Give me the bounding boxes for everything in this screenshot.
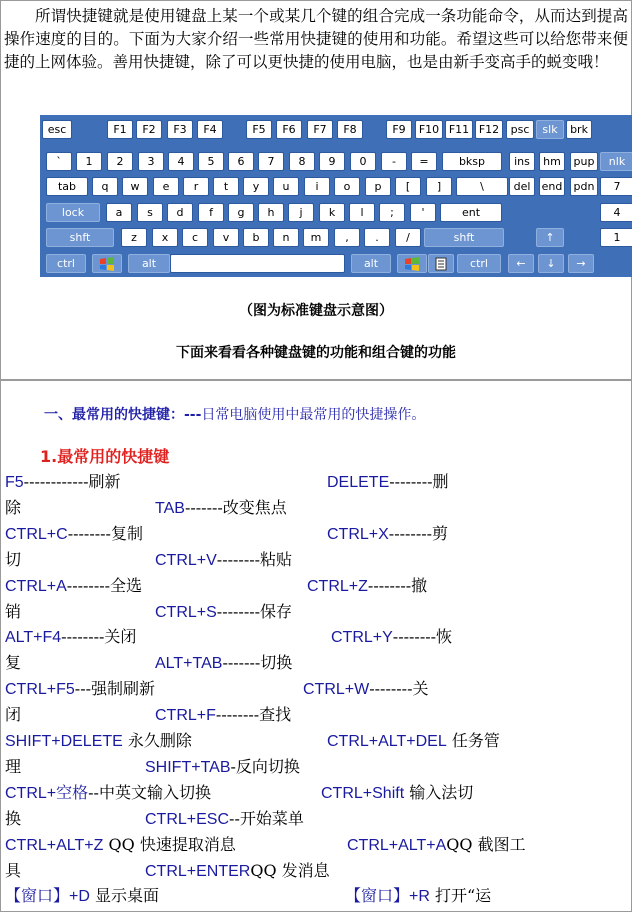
key-u-r3: u: [273, 177, 299, 196]
key-shft-r5-11: shft: [424, 228, 504, 247]
key-ctrl-r6-3: ctrl: [457, 254, 501, 273]
shortcut-key: CTRL+Z: [307, 578, 368, 595]
shortcut-desc: ---强制刷新: [74, 679, 156, 698]
key-7-r3: 7: [600, 177, 632, 196]
shortcut-item: [5, 573, 142, 596]
shortcut-key: CTRL+X: [327, 526, 389, 543]
key-4-r2: 4: [168, 152, 194, 171]
key-f7: F7: [307, 120, 333, 139]
key-f9: F9: [386, 120, 412, 139]
keyboard-diagram: [40, 115, 632, 277]
key-l-r4: l: [349, 203, 375, 222]
continuation-text: 复: [5, 653, 22, 672]
shortcut-item: [155, 495, 287, 518]
section-dash: ---: [184, 407, 202, 423]
shortcut-desc: --------撤: [367, 576, 428, 595]
shortcut-item: [145, 806, 304, 829]
shortcut-key: DELETE: [327, 474, 390, 491]
shortcut-key: CTRL+C: [5, 526, 68, 543]
key-2c-r5-8: ,: [334, 228, 360, 247]
key-f11: F11: [445, 120, 473, 139]
continuation-text: 销: [5, 602, 22, 621]
shortcut-key: ALT+F4: [5, 629, 62, 646]
shortcut-item: [5, 676, 155, 699]
key-5b-r3: [: [395, 177, 421, 196]
section-title: 最常用的快捷键：: [72, 407, 184, 423]
key-m-r5-7: m: [303, 228, 329, 247]
shortcut-desc: --------粘贴: [216, 550, 293, 569]
key-hm-r2: hm: [539, 152, 565, 171]
key-e28690-r6-4: ←: [508, 254, 534, 273]
key-f3: F3: [167, 120, 193, 139]
shortcut-desc: 任务管: [446, 731, 500, 750]
key-f1: F1: [107, 120, 133, 139]
key-3d-r2: =: [411, 152, 437, 171]
shortcut-item: [5, 780, 211, 803]
shortcut-key: CTRL+Y: [331, 629, 393, 646]
section-heading: [44, 404, 425, 424]
key-h-r4: h: [258, 203, 284, 222]
shortcut-desc: 显示桌面: [89, 886, 159, 905]
key-j-r4: j: [288, 203, 314, 222]
shortcut-desc: --------剪: [388, 524, 449, 543]
shortcut-desc: --------关闭: [61, 627, 137, 646]
key-alt-r6-2: alt: [351, 254, 391, 273]
key-v-r5-4: v: [213, 228, 239, 247]
key-2-r2: 2: [107, 152, 133, 171]
shortcut-item: [145, 754, 300, 777]
shortcut-item: [5, 624, 136, 647]
shortcut-key: TAB: [155, 500, 185, 517]
shortcut-item: [347, 832, 526, 855]
shortcut-key: CTRL+F: [155, 707, 216, 724]
shortcut-item: [5, 883, 159, 906]
key-5c-r3: \: [456, 177, 508, 196]
key-pdn-r3: pdn: [570, 177, 598, 196]
shortcut-desc: 输入法切: [404, 783, 474, 802]
key-x-r5-2: x: [152, 228, 178, 247]
line-continuation: [5, 547, 21, 570]
continuation-text: 闭: [5, 705, 22, 724]
key-r-r3: r: [183, 177, 209, 196]
subsection-heading: 1.最常用的快捷键: [40, 447, 170, 466]
key-nlk-r2: nlk: [600, 152, 632, 171]
menu-icon: [435, 257, 447, 271]
key-f4: F4: [197, 120, 223, 139]
section-intro: 下面来看看各种键盘键的功能和组合键的功能: [176, 345, 456, 361]
shortcut-item: [345, 883, 491, 906]
key-k-r4: k: [319, 203, 345, 222]
shortcut-key: CTRL+ALT+Z: [5, 837, 104, 854]
key-s-r4: s: [137, 203, 163, 222]
line-continuation: [5, 599, 21, 622]
key-pup-r2: pup: [570, 152, 598, 171]
shortcut-desc: QQ 快速提取消息: [103, 835, 236, 854]
shortcut-key: CTRL+Shift: [321, 785, 405, 802]
shortcut-key: SHIFT+DELETE: [5, 733, 123, 750]
key-e28693-r6-5: ↓: [538, 254, 564, 273]
windows-key-right: [397, 254, 427, 273]
shortcut-desc: -------切换: [222, 653, 293, 672]
key-t-r3: t: [213, 177, 239, 196]
key-lock-r4: lock: [46, 203, 100, 222]
shortcut-item: [303, 676, 429, 699]
line-continuation: [5, 858, 21, 881]
key-f-r4: f: [198, 203, 224, 222]
windows-logo-icon: [404, 257, 420, 271]
section-number: 一、: [44, 407, 72, 423]
key-f8: F8: [337, 120, 363, 139]
shortcut-item: [5, 469, 121, 492]
key-3b-r4: ;: [379, 203, 405, 222]
key-o-r3: o: [334, 177, 360, 196]
shortcut-desc: --中英文输入切换: [88, 783, 211, 802]
key-f6: F6: [276, 120, 302, 139]
shortcut-desc: --------复制: [67, 524, 143, 543]
key-end-r3: end: [539, 177, 565, 196]
key-z-r5-1: z: [121, 228, 147, 247]
shortcut-item: [321, 780, 473, 803]
shortcut-key: 【窗口】+D: [5, 888, 90, 905]
key-5-r2: 5: [198, 152, 224, 171]
shortcut-key: SHIFT+TAB: [145, 759, 231, 776]
key-8-r2: 8: [289, 152, 315, 171]
shortcut-item: [155, 547, 292, 570]
continuation-text: 除: [5, 498, 22, 517]
key-p-r3: p: [365, 177, 391, 196]
key-c-r5-3: c: [182, 228, 208, 247]
shortcut-item: [307, 573, 427, 596]
shortcut-key: CTRL+V: [155, 552, 217, 569]
shortcut-item: [327, 521, 448, 544]
key-3-r2: 3: [138, 152, 164, 171]
key-psc: psc: [506, 120, 534, 139]
shortcut-item: [331, 624, 452, 647]
keyboard-caption: （图为标准键盘示意图）: [239, 303, 393, 319]
key-esc: esc: [42, 120, 72, 139]
shortcut-item: [5, 728, 192, 751]
line-continuation: [5, 754, 21, 777]
key-e28691-r5-12: ↑: [536, 228, 564, 247]
key-g-r4: g: [228, 203, 254, 222]
shortcut-desc: --------关: [369, 679, 429, 698]
shortcut-desc: --------查找: [215, 705, 292, 724]
key-del-r3: del: [509, 177, 535, 196]
shortcut-key: CTRL+ALT+DEL: [327, 733, 447, 750]
shortcut-key: CTRL+空格: [5, 785, 89, 802]
shortcut-key: CTRL+ESC: [145, 811, 230, 828]
key-6-r2: 6: [228, 152, 254, 171]
key-a-r4: a: [106, 203, 132, 222]
shortcut-key: CTRL+S: [155, 604, 217, 621]
menu-key: [428, 254, 454, 273]
key-0-r2: 0: [350, 152, 376, 171]
key-y-r3: y: [243, 177, 269, 196]
shortcut-item: [155, 702, 291, 725]
key-7-r2: 7: [258, 152, 284, 171]
key-e28692-r6-6: →: [568, 254, 594, 273]
key-1-r2: 1: [76, 152, 102, 171]
key-60-r2: `: [46, 152, 72, 171]
shortcut-desc: -反向切换: [230, 757, 300, 776]
key-n-r5-6: n: [273, 228, 299, 247]
windows-logo-icon: [99, 257, 115, 271]
shortcut-key: 【窗口】+R: [345, 888, 430, 905]
shortcut-desc: ------------刷新: [23, 472, 121, 491]
key-4-r4: 4: [600, 203, 632, 222]
shortcut-desc: --------恢: [392, 627, 453, 646]
key-9-r2: 9: [319, 152, 345, 171]
key-i-r3: i: [304, 177, 330, 196]
key-ctrl-r6-0: ctrl: [46, 254, 86, 273]
shortcut-desc: --开始菜单: [229, 809, 304, 828]
shortcut-key: CTRL+A: [5, 578, 67, 595]
key-alt-r6-1: alt: [128, 254, 170, 273]
key-1-r5-13: 1: [600, 228, 632, 247]
section-desc: 日常电脑使用中最常用的快捷操作。: [201, 407, 426, 423]
key-ent-r4: ent: [440, 203, 502, 222]
key-slk: slk: [536, 120, 564, 139]
line-continuation: [5, 495, 21, 518]
shortcut-key: CTRL+ALT+A: [347, 837, 447, 854]
shortcut-item: [5, 832, 236, 855]
shortcut-desc: QQ 截图工: [446, 835, 526, 854]
key-w-r3: w: [122, 177, 148, 196]
key-bksp-r2: bksp: [442, 152, 502, 171]
key-f12: F12: [475, 120, 503, 139]
shortcut-key: ALT+TAB: [155, 655, 223, 672]
shortcut-key: CTRL+F5: [5, 681, 75, 698]
shortcut-desc: 打开“运: [429, 886, 492, 905]
line-continuation: [5, 702, 21, 725]
key-b-r5-5: b: [243, 228, 269, 247]
shortcut-desc: --------全选: [66, 576, 143, 595]
key-shft-r5-0: shft: [46, 228, 114, 247]
key-f5: F5: [246, 120, 272, 139]
key-f10: F10: [415, 120, 443, 139]
shortcut-desc: --------删: [389, 472, 449, 491]
key-e-r3: e: [153, 177, 179, 196]
shortcut-key: CTRL+ENTER: [145, 863, 251, 880]
shortcut-item: [155, 599, 292, 622]
shortcut-desc: 永久删除: [122, 731, 192, 750]
key-5d-r3: ]: [426, 177, 452, 196]
key-f2: F2: [136, 120, 162, 139]
spacebar-key: [170, 254, 345, 273]
shortcut-key: CTRL+W: [303, 681, 370, 698]
shortcut-item: [327, 728, 500, 751]
key-2f-r5-10: /: [395, 228, 421, 247]
continuation-text: 换: [5, 809, 22, 828]
key-ins-r2: ins: [509, 152, 535, 171]
line-continuation: [5, 806, 21, 829]
shortcut-item: [155, 650, 292, 673]
key-.-r5-9: .: [364, 228, 390, 247]
key-brk: brk: [566, 120, 592, 139]
intro-paragraph: 所谓快捷键就是使用键盘上某一个或某几个键的组合完成一条功能命令，从而达到提高操作速度的目的。下面为大家介绍一些常用快捷键的使用和功能。希望这些可以给您带来便捷的上网体验。善用快捷键，除了可以更快捷的使用电脑，也是由新手变高手的蜕变哦！: [4, 7, 628, 71]
shortcut-desc: --------保存: [216, 602, 293, 621]
key-d-r4: d: [167, 203, 193, 222]
key-tab-r3: tab: [46, 177, 88, 196]
shortcut-item: [327, 469, 449, 492]
key-'-r4: ': [410, 203, 436, 222]
shortcut-desc: -------改变焦点: [184, 498, 287, 517]
key-q-r3: q: [92, 177, 118, 196]
windows-key-left: [92, 254, 122, 273]
key---r2: -: [381, 152, 407, 171]
line-continuation: [5, 650, 21, 673]
continuation-text: 具: [5, 861, 22, 880]
continuation-text: 理: [5, 757, 22, 776]
shortcut-item: [145, 858, 330, 881]
shortcut-desc: QQ 发消息: [250, 861, 330, 880]
shortcut-item: [5, 521, 143, 544]
continuation-text: 切: [5, 550, 22, 569]
shortcut-key: F5: [5, 474, 24, 491]
